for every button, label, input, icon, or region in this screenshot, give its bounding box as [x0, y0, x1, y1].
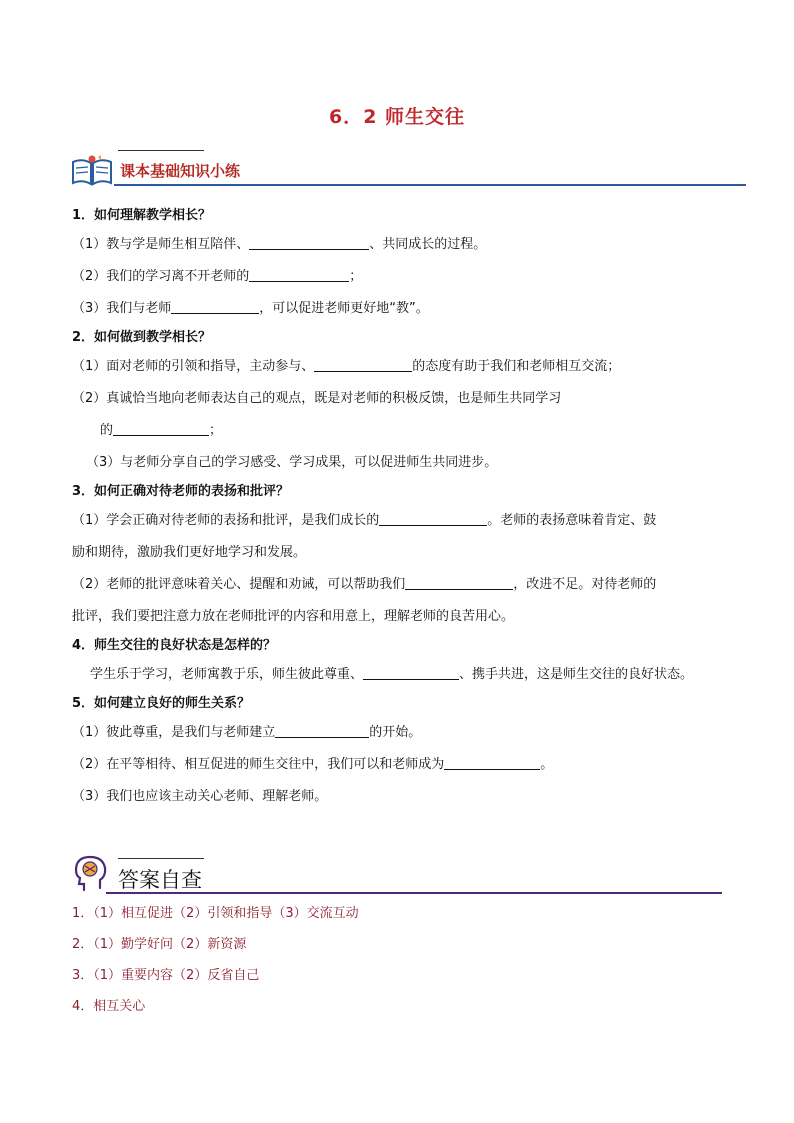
question-line: 的 ； — [100, 423, 223, 438]
question-line: 学生乐于学习，老师寓教于乐，师生彼此尊重、 、携手共进，这是师生交往的良好状态。 — [90, 667, 694, 682]
question-line: （2）在平等相待、相互促进的师生交往中，我们可以和老师成为 。 — [72, 757, 554, 772]
question-line: （1）彼此尊重，是我们与老师建立 的开始。 — [72, 725, 422, 740]
question-line: （1）学会正确对待老师的表扬和批评，是我们成长的 。老师的表扬意味着肯定、鼓 — [72, 513, 657, 528]
fill-in-blank[interactable] — [249, 267, 349, 282]
question-line: （1）教与学是师生相互陪伴、 、共同成长的过程。 — [72, 237, 487, 252]
page-title: 6．2 师生交往 — [328, 106, 466, 128]
book-icon — [70, 154, 114, 186]
fill-in-blank[interactable] — [363, 665, 459, 680]
section-label: 课本基础知识小练 — [120, 162, 241, 180]
question-line: 批评，我们要把注意力放在老师批评的内容和用意上，理解老师的良苦用心。 — [72, 609, 515, 624]
fill-in-blank[interactable] — [113, 421, 209, 436]
section-rule — [114, 184, 746, 186]
answer-line: 4．相互关心 — [72, 999, 146, 1014]
question-line: （2）我们的学习离不开老师的 ； — [72, 269, 363, 284]
answer-list — [72, 898, 732, 1022]
question-line: （3）我们与老师 ，可以促进老师更好地“教”。 — [72, 301, 429, 316]
fill-in-blank[interactable] — [275, 723, 369, 738]
question-title: 5．如何建立良好的师生关系？ — [72, 696, 251, 711]
answer-line: 2．（1）勤学好问（2）新资源 — [72, 937, 247, 952]
questions — [72, 203, 732, 813]
question-line: （1）面对老师的引领和指导，主动参与、 的态度有助于我们和老师相互交流； — [72, 359, 621, 374]
answer-line: 3．（1）重要内容（2）反省自己 — [72, 968, 260, 983]
question-line: 励和期待，激励我们更好地学习和发展。 — [72, 545, 307, 560]
question-title: 1．如何理解教学相长？ — [72, 208, 212, 223]
section-header-answers — [70, 852, 722, 896]
section-label: 答案自查 — [118, 868, 202, 892]
fill-in-blank[interactable] — [171, 299, 259, 314]
question-title: 2．如何做到教学相长？ — [72, 330, 212, 345]
section-rule — [106, 892, 722, 894]
fill-in-blank[interactable] — [379, 511, 487, 526]
answer-line: 1．（1）相互促进（2）引领和指导（3）交流互动 — [72, 906, 359, 921]
fill-in-blank[interactable] — [314, 357, 412, 372]
question-line: （3）我们也应该主动关心老师、理解老师。 — [72, 789, 328, 804]
thinking-head-icon — [70, 854, 110, 894]
fill-in-blank[interactable] — [444, 755, 540, 770]
fill-in-blank[interactable] — [249, 235, 369, 250]
question-line: （3）与老师分享自己的学习感受、学习成果，可以促进师生共同进步。 — [86, 455, 498, 470]
fill-in-blank[interactable] — [405, 575, 513, 590]
section-header-basics — [70, 148, 746, 188]
question-line: （2）真诚恰当地向老师表达自己的观点，既是对老师的积极反馈，也是师生共同学习 — [72, 391, 562, 406]
question-title: 4．师生交往的良好状态是怎样的？ — [72, 638, 277, 653]
question-title: 3．如何正确对待老师的表扬和批评？ — [72, 484, 290, 499]
question-line: （2）老师的批评意味着关心、提醒和劝诫，可以帮助我们 ，改进不足。对待老师的 — [72, 577, 657, 592]
